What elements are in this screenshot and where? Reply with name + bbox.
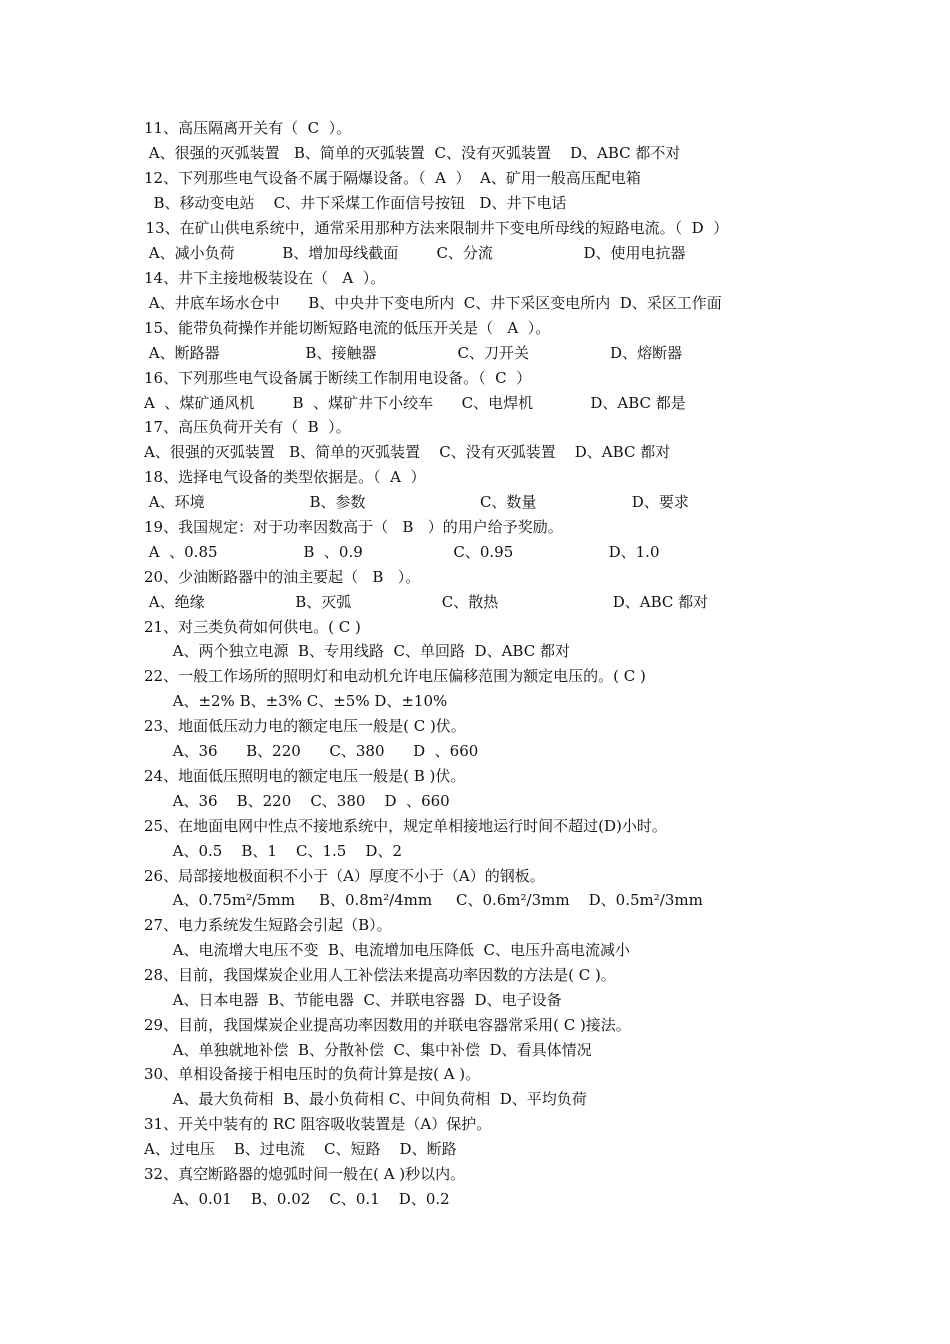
question-32: 32、真空断路器的熄弧时间一般在( A )秒以内。 xyxy=(144,1165,466,1183)
question-11: 11、高压隔离开关有（ C ）。 xyxy=(144,119,352,137)
question-16: 16、下列那些电气设备属于断续工作制用电设备。（ C ） xyxy=(144,369,532,387)
options-23: A、36 B、220 C、380 D 、660 xyxy=(144,742,479,760)
question-15: 15、能带负荷操作并能切断短路电流的低压开关是（ A ）。 xyxy=(144,319,551,337)
options-16: A 、煤矿通风机 B 、煤矿井下小绞车 C、电焊机 D、ABC 都是 xyxy=(144,394,686,412)
options-17: A、很强的灭弧装置 B、简单的灭弧装置 C、没有灭弧装置 D、ABC 都对 xyxy=(144,443,671,461)
question-21: 21、对三类负荷如何供电。( C ) xyxy=(144,618,361,636)
options-27: A、电流增大电压不变 B、电流增加电压降低 C、电压升高电流减小 xyxy=(144,941,631,959)
options-14: A、井底车场水仓中 B、中央井下变电所内 C、井下采区变电所内 D、采区工作面 xyxy=(144,294,722,312)
options-25: A、0.5 B、1 C、1.5 D、2 xyxy=(144,842,402,860)
question-23: 23、地面低压动力电的额定电压一般是( C )伏。 xyxy=(144,717,466,735)
question-31: 31、开关中装有的 RC 阻容吸收装置是（A）保护。 xyxy=(144,1115,492,1133)
options-29: A、单独就地补偿 B、分散补偿 C、集中补偿 D、看具体情况 xyxy=(144,1041,592,1059)
options-20: A、绝缘 B、灭弧 C、散热 D、ABC 都对 xyxy=(144,593,709,611)
options-26: A、0.75m²/5mm B、0.8m²/4mm C、0.6m²/3mm D、0.5m²/3mm xyxy=(144,891,703,909)
question-28: 28、目前，我国煤炭企业用人工补偿法来提高功率因数的方法是( C )。 xyxy=(144,966,616,984)
question-29: 29、目前，我国煤炭企业提高功率因数用的并联电容器常采用( C )接法。 xyxy=(144,1016,631,1034)
options-32: A、0.01 B、0.02 C、0.1 D、0.2 xyxy=(144,1190,450,1208)
question-25: 25、在地面电网中性点不接地系统中，规定单相接地运行时间不超过(D)小时。 xyxy=(144,817,667,835)
options-21: A、两个独立电源 B、专用线路 C、单回路 D、ABC 都对 xyxy=(144,642,570,660)
options-13: A、减小负荷 B、增加母线截面 C、分流 D、使用电抗器 xyxy=(144,244,686,262)
question-30: 30、单相设备接于相电压时的负荷计算是按( A )。 xyxy=(144,1065,481,1083)
options-24: A、36 B、220 C、380 D 、660 xyxy=(144,792,450,810)
options-11: A、很强的灭弧装置 B、简单的灭弧装置 C、没有灭弧装置 D、ABC 都不对 xyxy=(144,144,681,162)
question-19: 19、我国规定：对于功率因数高于（ B ）的用户给予奖励。 xyxy=(144,518,563,536)
question-20: 20、少油断路器中的油主要起（ B ）。 xyxy=(144,568,421,586)
question-13: 13、在矿山供电系统中，通常采用那种方法来限制井下变电所母线的短路电流。（ D ） xyxy=(136,219,729,237)
question-24: 24、地面低压照明电的额定电压一般是( B )伏。 xyxy=(144,767,466,785)
options-12: B、移动变电站 C、井下采煤工作面信号按钮 D、井下电话 xyxy=(144,194,567,212)
options-15: A、断路器 B、接触器 C、刀开关 D、熔断器 xyxy=(144,344,683,362)
options-30: A、最大负荷相 B、最小负荷相 C、中间负荷相 D、平均负荷 xyxy=(144,1090,587,1108)
question-27: 27、电力系统发生短路会引起（B）。 xyxy=(144,916,392,934)
options-31: A、过电压 B、过电流 C、短路 D、断路 xyxy=(144,1140,457,1158)
question-14: 14、井下主接地极装设在（ A ）。 xyxy=(144,269,386,287)
options-18: A、环境 B、参数 C、数量 D、要求 xyxy=(144,493,689,511)
question-17: 17、高压负荷开关有（ B ）。 xyxy=(144,418,351,436)
question-26: 26、局部接地极面积不小于（A）厚度不小于（A）的钢板。 xyxy=(144,867,545,885)
options-22: A、±2% B、±3% C、±5% D、±10% xyxy=(144,692,448,710)
question-12: 12、下列那些电气设备不属于隔爆设备。（ A ） A、矿用一般高压配电箱 xyxy=(144,169,641,187)
options-19: A 、0.85 B 、0.9 C、0.95 D、1.0 xyxy=(144,543,660,561)
question-18: 18、选择电气设备的类型依据是。（ A ） xyxy=(144,468,426,486)
question-22: 22、一般工作场所的照明灯和电动机允许电压偏移范围为额定电压的。( C ) xyxy=(144,667,646,685)
options-28: A、日本电器 B、节能电器 C、并联电容器 D、电子设备 xyxy=(144,991,562,1009)
